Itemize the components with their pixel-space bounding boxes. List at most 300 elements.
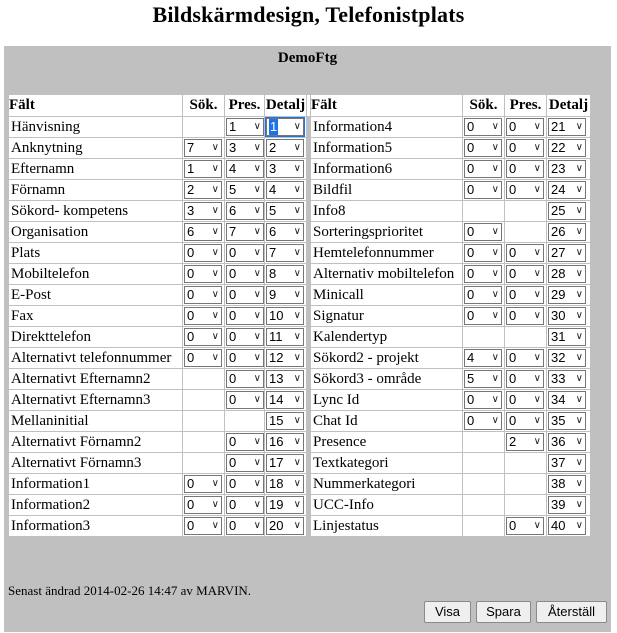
pres-select[interactable]: [506, 517, 544, 535]
table-row: [9, 222, 591, 243]
detail-cell: [265, 495, 307, 516]
pres-select-value: 0: [229, 245, 237, 260]
detail-select-value: 28: [551, 266, 566, 281]
detail-select[interactable]: [266, 223, 304, 241]
pres-select-value: 0: [509, 182, 517, 197]
table-row: [9, 117, 591, 138]
search-select[interactable]: [464, 139, 502, 157]
search-select[interactable]: [464, 286, 502, 304]
pres-select[interactable]: [226, 223, 264, 241]
pres-cell: [505, 432, 547, 453]
detail-cell: [265, 180, 307, 201]
pres-cell: [505, 201, 547, 222]
settings-panel: [4, 46, 611, 632]
search-select[interactable]: [464, 181, 502, 199]
detail-select[interactable]: [266, 160, 304, 178]
detail-cell: [265, 243, 307, 264]
table-row: [9, 453, 591, 474]
detail-select[interactable]: [266, 118, 304, 136]
detail-cell: [547, 453, 591, 474]
pres-select[interactable]: [226, 517, 264, 535]
search-select-value: 0: [467, 245, 475, 260]
field-label: Textkategori: [311, 453, 463, 474]
chevron-down-icon: ∨: [533, 373, 541, 384]
search-select[interactable]: [464, 370, 502, 388]
detail-cell: [547, 201, 591, 222]
detail-select-value: 38: [551, 476, 566, 491]
detail-cell: [265, 201, 307, 222]
search-select[interactable]: [464, 244, 502, 262]
table-row: [9, 138, 591, 159]
detail-cell: [547, 159, 591, 180]
pres-select-value: 0: [229, 308, 237, 323]
detail-select[interactable]: [548, 475, 586, 493]
detail-select[interactable]: [548, 433, 586, 451]
detail-select[interactable]: [266, 454, 304, 472]
chevron-down-icon: ∨: [293, 121, 301, 132]
pres-select[interactable]: [226, 286, 264, 304]
detail-cell: [547, 180, 591, 201]
pres-select[interactable]: [506, 160, 544, 178]
chevron-down-icon: ∨: [533, 247, 541, 258]
pres-select[interactable]: [506, 370, 544, 388]
search-cell: [463, 432, 505, 453]
search-select[interactable]: [184, 181, 222, 199]
pres-select-value: 0: [509, 287, 517, 302]
chevron-down-icon: ∨: [293, 142, 301, 153]
pres-select-value: 7: [229, 224, 237, 239]
search-cell: [463, 243, 505, 264]
pres-select[interactable]: [226, 349, 264, 367]
field-label: Sökord2 - projekt: [311, 348, 463, 369]
search-select[interactable]: [464, 160, 502, 178]
chevron-down-icon: ∨: [253, 163, 261, 174]
chevron-down-icon: ∨: [575, 457, 583, 468]
pres-select[interactable]: [226, 475, 264, 493]
pres-select[interactable]: [226, 202, 264, 220]
search-select-value: 4: [467, 350, 475, 365]
field-label: Alternativt Förnamn2: [9, 432, 183, 453]
detail-select-value: 24: [551, 182, 566, 197]
detail-select[interactable]: [266, 265, 304, 283]
detail-select[interactable]: [266, 517, 304, 535]
field-label: Information2: [9, 495, 183, 516]
search-cell: [183, 453, 225, 474]
pres-select[interactable]: [226, 244, 264, 262]
detail-select[interactable]: [266, 391, 304, 409]
chevron-down-icon: ∨: [491, 226, 499, 237]
pres-select-value: 0: [509, 140, 517, 155]
detail-select[interactable]: [548, 265, 586, 283]
chevron-down-icon: ∨: [211, 142, 219, 153]
detail-select-value: 2: [269, 140, 277, 155]
field-label: Mellaninitial: [9, 411, 183, 432]
chevron-down-icon: ∨: [253, 121, 261, 132]
pres-select[interactable]: [226, 391, 264, 409]
search-select[interactable]: [464, 349, 502, 367]
header-field: Fält: [311, 95, 463, 117]
search-select[interactable]: [184, 139, 222, 157]
search-select-value: 0: [187, 287, 195, 302]
pres-select[interactable]: [226, 160, 264, 178]
chevron-down-icon: ∨: [211, 331, 219, 342]
last-changed-text: Senast ändrad 2014-02-26 14:47 av MARVIN.: [8, 583, 252, 598]
search-select[interactable]: [184, 307, 222, 325]
search-cell: [463, 264, 505, 285]
field-label: Direkttelefon: [9, 327, 183, 348]
chevron-down-icon: ∨: [293, 499, 301, 510]
detail-select-value: 21: [551, 119, 566, 134]
detail-select-value: 36: [551, 434, 566, 449]
save-button[interactable]: Spara: [476, 601, 531, 623]
search-cell: [183, 117, 225, 138]
detail-select-value: 29: [551, 287, 566, 302]
pres-cell: [505, 285, 547, 306]
search-cell: [183, 348, 225, 369]
detail-cell: [547, 285, 591, 306]
detail-select[interactable]: [548, 181, 586, 199]
chevron-down-icon: ∨: [293, 163, 301, 174]
detail-select[interactable]: [548, 328, 586, 346]
detail-cell: [547, 516, 591, 537]
table-row: [9, 327, 591, 348]
chevron-down-icon: ∨: [253, 205, 261, 216]
detail-select-value: 34: [551, 392, 566, 407]
pres-select[interactable]: [226, 454, 264, 472]
search-cell: [463, 348, 505, 369]
pres-select[interactable]: [226, 181, 264, 199]
detail-select[interactable]: [548, 349, 586, 367]
search-select-value: 7: [187, 140, 195, 155]
search-select-value: 0: [467, 413, 475, 428]
table-row: [9, 180, 591, 201]
chevron-down-icon: ∨: [211, 268, 219, 279]
detail-select[interactable]: [266, 202, 304, 220]
search-cell: [463, 222, 505, 243]
field-label: Efternamn: [9, 159, 183, 180]
chevron-down-icon: ∨: [575, 268, 583, 279]
pres-select[interactable]: [226, 118, 264, 136]
detail-cell: [547, 474, 591, 495]
detail-select-value: 25: [551, 203, 566, 218]
header-search: Sök.: [463, 95, 505, 117]
search-select-value: 0: [187, 329, 195, 344]
search-select[interactable]: [184, 496, 222, 514]
pres-cell: [225, 348, 265, 369]
table-row: [9, 348, 591, 369]
detail-select-value: 30: [551, 308, 566, 323]
pres-cell: [225, 453, 265, 474]
pres-select-value: 6: [229, 203, 237, 218]
detail-select[interactable]: [266, 181, 304, 199]
table-row: [9, 201, 591, 222]
chevron-down-icon: ∨: [491, 289, 499, 300]
search-select[interactable]: [184, 349, 222, 367]
search-select[interactable]: [184, 160, 222, 178]
header-pres: Pres.: [225, 95, 265, 117]
chevron-down-icon: ∨: [533, 436, 541, 447]
pres-select-value: 0: [509, 392, 517, 407]
pres-select[interactable]: [506, 307, 544, 325]
chevron-down-icon: ∨: [253, 520, 261, 531]
pres-select-value: 0: [509, 371, 517, 386]
detail-select[interactable]: [266, 475, 304, 493]
pres-cell: [505, 264, 547, 285]
detail-select[interactable]: [548, 286, 586, 304]
pres-select-value: 0: [229, 476, 237, 491]
chevron-down-icon: ∨: [533, 268, 541, 279]
pres-select[interactable]: [506, 118, 544, 136]
pres-cell: [505, 159, 547, 180]
search-select[interactable]: [184, 223, 222, 241]
search-select[interactable]: [184, 265, 222, 283]
search-select-value: 1: [187, 161, 195, 176]
pres-select-value: 3: [229, 140, 237, 155]
search-cell: [183, 138, 225, 159]
chevron-down-icon: ∨: [575, 352, 583, 363]
search-select-value: 0: [187, 245, 195, 260]
detail-select[interactable]: [266, 286, 304, 304]
search-select[interactable]: [464, 391, 502, 409]
pres-select-value: 0: [229, 371, 237, 386]
show-button[interactable]: Visa: [424, 601, 471, 623]
chevron-down-icon: ∨: [293, 226, 301, 237]
header-field: Fält: [9, 95, 183, 117]
chevron-down-icon: ∨: [575, 478, 583, 489]
chevron-down-icon: ∨: [211, 499, 219, 510]
detail-select[interactable]: [266, 139, 304, 157]
detail-cell: [265, 390, 307, 411]
search-cell: [183, 180, 225, 201]
field-label: Chat Id: [311, 411, 463, 432]
chevron-down-icon: ∨: [575, 373, 583, 384]
pres-select[interactable]: [506, 286, 544, 304]
detail-cell: [265, 117, 307, 138]
detail-select-value: 26: [551, 224, 566, 239]
search-select[interactable]: [464, 118, 502, 136]
search-select[interactable]: [464, 412, 502, 430]
search-select[interactable]: [184, 475, 222, 493]
pres-select[interactable]: [506, 265, 544, 283]
chevron-down-icon: ∨: [575, 142, 583, 153]
detail-cell: [547, 264, 591, 285]
detail-select-value: 18: [269, 476, 284, 491]
pres-select-value: 0: [509, 413, 517, 428]
detail-cell: [547, 390, 591, 411]
detail-select[interactable]: [548, 244, 586, 262]
detail-select-value: 33: [551, 371, 566, 386]
field-label: Alternativ mobiltelefon: [311, 264, 463, 285]
field-label: Alternativt Förnamn3: [9, 453, 183, 474]
search-select[interactable]: [184, 517, 222, 535]
chevron-down-icon: ∨: [211, 247, 219, 258]
pres-select[interactable]: [506, 433, 544, 451]
search-select[interactable]: [184, 328, 222, 346]
search-cell: [183, 306, 225, 327]
pres-cell: [505, 348, 547, 369]
detail-select-value: 1: [270, 119, 278, 134]
chevron-down-icon: ∨: [211, 310, 219, 321]
detail-cell: [547, 243, 591, 264]
search-select[interactable]: [184, 244, 222, 262]
detail-cell: [265, 348, 307, 369]
search-cell: [183, 159, 225, 180]
table-row: [9, 390, 591, 411]
search-select-value: 0: [187, 518, 195, 533]
detail-select[interactable]: [266, 496, 304, 514]
chevron-down-icon: ∨: [491, 121, 499, 132]
detail-select[interactable]: [548, 139, 586, 157]
chevron-down-icon: ∨: [211, 184, 219, 195]
field-label: Förnamn: [9, 180, 183, 201]
chevron-down-icon: ∨: [575, 205, 583, 216]
detail-select-value: 32: [551, 350, 566, 365]
field-label: Information1: [9, 474, 183, 495]
chevron-down-icon: ∨: [211, 205, 219, 216]
field-label: Hemtelefonnummer: [311, 243, 463, 264]
search-cell: [463, 201, 505, 222]
search-cell: [463, 138, 505, 159]
table-row: [9, 411, 591, 432]
pres-select-value: 0: [509, 350, 517, 365]
pres-cell: [225, 138, 265, 159]
detail-select[interactable]: [548, 412, 586, 430]
chevron-down-icon: ∨: [491, 247, 499, 258]
detail-select-value: 9: [269, 287, 277, 302]
detail-select[interactable]: [548, 370, 586, 388]
detail-select-value: 31: [551, 329, 566, 344]
search-select-value: 6: [187, 224, 195, 239]
field-label: Organisation: [9, 222, 183, 243]
reset-button[interactable]: Återställ: [536, 601, 607, 623]
pres-select[interactable]: [226, 265, 264, 283]
detail-select[interactable]: [266, 349, 304, 367]
pres-select[interactable]: [226, 328, 264, 346]
pres-cell: [225, 327, 265, 348]
detail-select[interactable]: [266, 412, 304, 430]
field-label: Fax: [9, 306, 183, 327]
field-label: Sorteringsprioritet: [311, 222, 463, 243]
detail-cell: [547, 222, 591, 243]
detail-select[interactable]: [548, 454, 586, 472]
pres-select[interactable]: [506, 181, 544, 199]
pres-cell: [225, 432, 265, 453]
table-row: [9, 264, 591, 285]
header-detail: Detalj: [265, 95, 307, 117]
chevron-down-icon: ∨: [293, 457, 301, 468]
pres-select[interactable]: [506, 412, 544, 430]
chevron-down-icon: ∨: [253, 331, 261, 342]
pres-select[interactable]: [506, 349, 544, 367]
chevron-down-icon: ∨: [491, 394, 499, 405]
detail-select[interactable]: [548, 118, 586, 136]
field-label: Bildfil: [311, 180, 463, 201]
table-row: [9, 159, 591, 180]
field-label: Alternativt telefonnummer: [9, 348, 183, 369]
chevron-down-icon: ∨: [533, 121, 541, 132]
detail-select[interactable]: [548, 307, 586, 325]
pres-select[interactable]: [506, 139, 544, 157]
pres-select[interactable]: [226, 496, 264, 514]
detail-cell: [547, 495, 591, 516]
detail-select[interactable]: [266, 370, 304, 388]
pres-select[interactable]: [226, 139, 264, 157]
chevron-down-icon: ∨: [491, 352, 499, 363]
pres-select-value: 0: [509, 245, 517, 260]
detail-select-value: 40: [551, 518, 566, 533]
detail-cell: [265, 264, 307, 285]
detail-select-value: 19: [269, 497, 284, 512]
detail-select[interactable]: [266, 433, 304, 451]
chevron-down-icon: ∨: [293, 268, 301, 279]
chevron-down-icon: ∨: [293, 205, 301, 216]
pres-select[interactable]: [506, 244, 544, 262]
field-label: Info8: [311, 201, 463, 222]
chevron-down-icon: ∨: [533, 289, 541, 300]
search-select[interactable]: [464, 307, 502, 325]
pres-cell: [225, 516, 265, 537]
chevron-down-icon: ∨: [253, 436, 261, 447]
pres-cell: [505, 390, 547, 411]
chevron-down-icon: ∨: [533, 142, 541, 153]
detail-select[interactable]: [266, 307, 304, 325]
chevron-down-icon: ∨: [253, 499, 261, 510]
pres-cell: [505, 243, 547, 264]
pres-select-value: 0: [229, 434, 237, 449]
pres-cell: [225, 222, 265, 243]
pres-cell: [225, 306, 265, 327]
detail-select[interactable]: [548, 202, 586, 220]
detail-select[interactable]: [266, 244, 304, 262]
field-label: Mobiltelefon: [9, 264, 183, 285]
detail-select[interactable]: [548, 160, 586, 178]
detail-cell: [547, 348, 591, 369]
detail-cell: [265, 474, 307, 495]
search-select-value: 5: [467, 371, 475, 386]
pres-select[interactable]: [506, 391, 544, 409]
detail-select-value: 13: [269, 371, 284, 386]
search-select[interactable]: [184, 202, 222, 220]
field-label: E-Post: [9, 285, 183, 306]
detail-select[interactable]: [548, 517, 586, 535]
pres-select[interactable]: [226, 370, 264, 388]
search-select[interactable]: [464, 265, 502, 283]
pres-cell: [225, 474, 265, 495]
search-select-value: 0: [467, 266, 475, 281]
pres-select[interactable]: [226, 307, 264, 325]
detail-select[interactable]: [548, 223, 586, 241]
pres-cell: [505, 516, 547, 537]
detail-select-value: 14: [269, 392, 284, 407]
detail-select[interactable]: [548, 391, 586, 409]
pres-select[interactable]: [226, 433, 264, 451]
table-row: [9, 285, 591, 306]
chevron-down-icon: ∨: [211, 478, 219, 489]
detail-select[interactable]: [266, 328, 304, 346]
pres-cell: [225, 285, 265, 306]
search-select[interactable]: [464, 223, 502, 241]
pres-cell: [505, 495, 547, 516]
chevron-down-icon: ∨: [575, 163, 583, 174]
detail-select[interactable]: [548, 496, 586, 514]
pres-select-value: 0: [229, 350, 237, 365]
search-cell: [463, 453, 505, 474]
chevron-down-icon: ∨: [575, 520, 583, 531]
detail-select-value: 23: [551, 161, 566, 176]
detail-cell: [265, 159, 307, 180]
search-select[interactable]: [184, 286, 222, 304]
detail-cell: [547, 306, 591, 327]
